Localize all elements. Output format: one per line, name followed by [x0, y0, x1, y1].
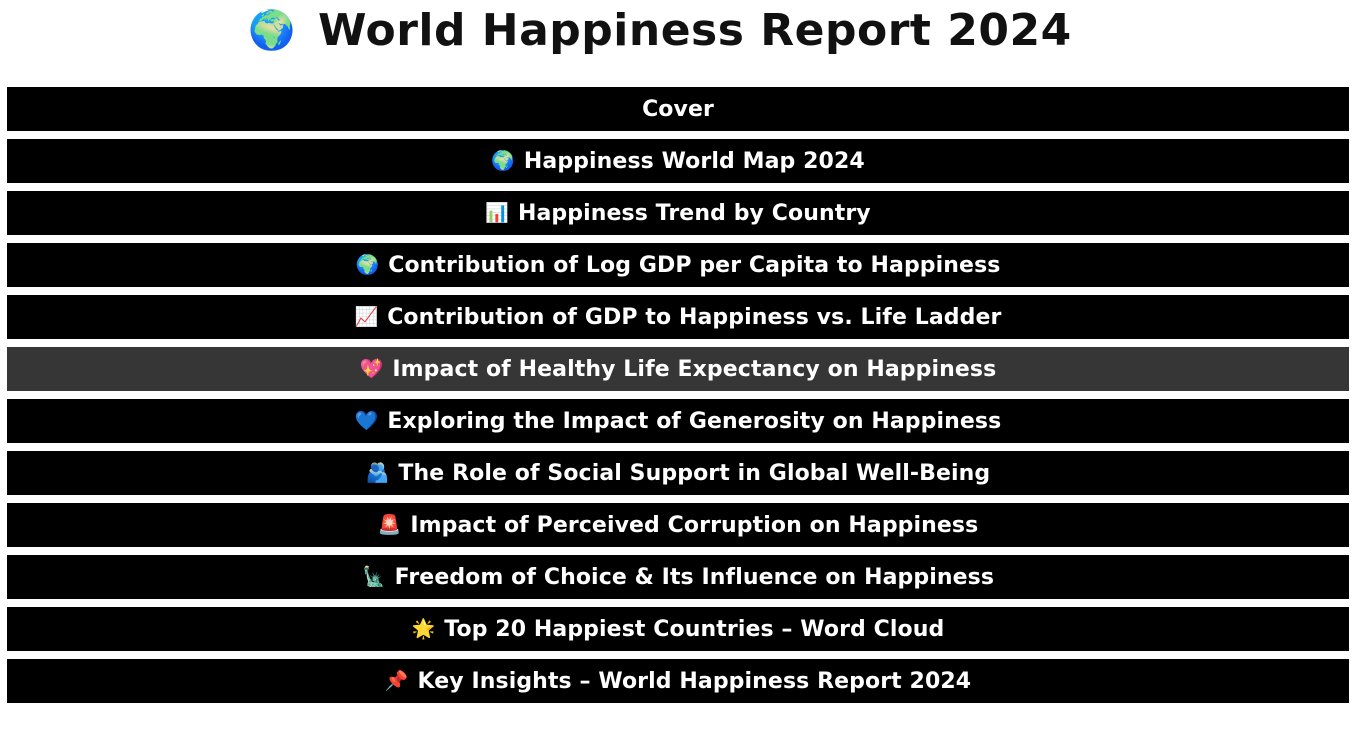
nav-button-key-insights-world-happiness-report-2024[interactable] [7, 659, 1349, 703]
nav-button-label: Cover [642, 96, 714, 122]
trend-chart-icon: 📈 [354, 305, 379, 328]
nav-button-label: Contribution of Log GDP per Capita to Happiness [388, 252, 1001, 278]
blue-heart-icon: 💙 [354, 409, 379, 432]
nav-button-label: Top 20 Happiest Countries – Word Cloud [444, 616, 945, 642]
sparkling-heart-icon: 💖 [359, 357, 384, 380]
siren-icon: 🚨 [377, 513, 402, 536]
page-title: World Happiness Report 2024 [318, 5, 1072, 56]
navigation-menu [7, 87, 1349, 711]
nav-button-contribution-of-gdp-to-happiness-vs-life-ladder[interactable] [7, 295, 1349, 339]
nav-button-label: Impact of Perceived Corruption on Happiness [410, 512, 979, 538]
nav-button-freedom-of-choice-and-its-influence-on-happiness[interactable] [7, 555, 1349, 599]
bar-chart-icon: 📊 [485, 201, 509, 224]
nav-button-cover[interactable] [7, 87, 1349, 131]
nav-button-happiness-trend-by-country[interactable] [7, 191, 1349, 235]
nav-button-the-role-of-social-support-in-global-well-being[interactable] [7, 451, 1349, 495]
nav-button-exploring-the-impact-of-generosity-on-happiness[interactable] [7, 399, 1349, 443]
nav-button-label: Key Insights – World Happiness Report 2024 [417, 668, 972, 694]
nav-button-happiness-world-map-2024[interactable] [7, 139, 1349, 183]
hug-icon: 🫂 [365, 461, 390, 484]
nav-button-impact-of-healthy-life-expectancy-on-happiness[interactable] [7, 347, 1349, 391]
nav-button-label: Happiness Trend by Country [517, 200, 871, 226]
nav-button-top-20-happiest-countries-word-cloud[interactable] [7, 607, 1349, 651]
globe-icon: 🌍 [491, 149, 515, 172]
globe-icon: 🌍 [248, 8, 296, 52]
globe-icon: 🌍 [355, 253, 380, 276]
glowing-star-icon: 🌟 [411, 617, 436, 640]
header [0, 0, 1357, 60]
nav-button-label: Freedom of Choice & Its Influence on Happiness [394, 564, 995, 590]
nav-button-label: The Role of Social Support in Global Well-Being [398, 460, 991, 486]
nav-button-label: Impact of Healthy Life Expectancy on Happiness [392, 356, 997, 382]
nav-button-label: Contribution of GDP to Happiness vs. Life Ladder [387, 304, 1002, 330]
nav-button-impact-of-perceived-corruption-on-happiness[interactable] [7, 503, 1349, 547]
statue-of-liberty-icon: 🗽 [361, 565, 386, 588]
nav-button-label: Happiness World Map 2024 [523, 148, 865, 174]
pushpin-icon: 📌 [384, 669, 409, 692]
nav-button-label: Exploring the Impact of Generosity on Happiness [387, 408, 1002, 434]
nav-button-contribution-of-log-gdp-per-capita-to-happiness[interactable] [7, 243, 1349, 287]
